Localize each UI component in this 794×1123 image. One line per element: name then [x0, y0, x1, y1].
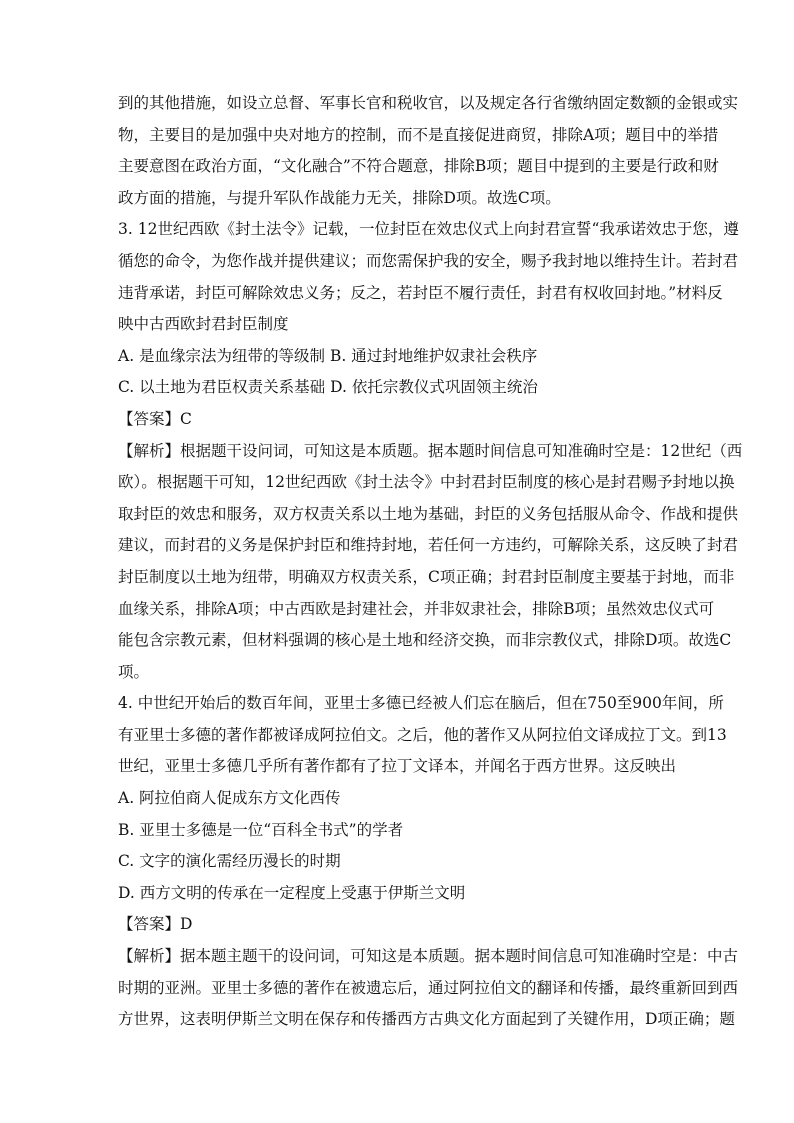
text-line: 政方面的措施，与提升军队作战能力无关，排除D项。故选C项。 — [118, 188, 561, 207]
text-line: 【答案】D — [118, 915, 193, 934]
document-page — [118, 88, 743, 1036]
text-line: 主要意图在政治方面，“文化融合”不符合题意，排除B项；题目中提到的主要是行政和财 — [118, 157, 719, 176]
text-line: 物，主要目的是加强中央对地方的控制，而不是直接促进商贸，排除A项；题目中的举措 — [118, 125, 719, 144]
text-line: A. 阿拉伯商人促成东方文化西传 — [118, 789, 341, 808]
text-line: 映中古西欧封君封臣制度 — [118, 315, 289, 334]
text-line: 封臣制度以土地为纽带，明确双方权责关系，C项正确；封君封臣制度主要基于封地，而非 — [118, 567, 735, 586]
text-line: D. 西方文明的传承在一定程度上受惠于伊斯兰文明 — [118, 883, 466, 902]
text-line: A. 是血缘宗法为纽带的等级制 B. 通过封地维护奴隶社会秩序 — [118, 346, 538, 365]
text-line: 【解析】根据题干设问词，可知这是本质题。据本题时间信息可知准确时空是：12世纪（西 — [118, 441, 743, 460]
text-line: 【解析】据本题主题干的设问词，可知这是本质题。据本题时间信息可知准确时空是：中古 — [118, 947, 739, 966]
text-line: 取封臣的效忠和服务，双方权责关系以土地为基础，封臣的义务包括服从命令、作战和提供 — [118, 504, 739, 523]
text-line: B. 亚里士多德是一位“百科全书式”的学者 — [118, 820, 404, 839]
text-line: 项。 — [118, 662, 150, 681]
text-line: 方世界，这表明伊斯兰文明在保存和传播西方古典文化方面起到了关键作用，D项正确；题 — [118, 1010, 735, 1029]
text-line: 到的其他措施，如设立总督、军事长官和税收官，以及规定各行省缴纳固定数额的金银或实 — [118, 94, 739, 112]
text-line: 违背承诺，封臣可解除效忠义务；反之，若封臣不履行责任，封君有权收回封地。”材料反 — [118, 283, 723, 302]
text-line: 能包含宗教元素，但材料强调的核心是土地和经济交换，而非宗教仪式，排除D项。故选C — [118, 631, 732, 650]
text-line: 4. 中世纪开始后的数百年间，亚里士多德已经被人们忘在脑后，但在750至900年间，所 — [118, 694, 724, 713]
text-line: 血缘关系，排除A项；中古西欧是封建社会，并非奴隶社会，排除B项；虽然效忠仪式可 — [118, 599, 715, 618]
text-line: 循您的命令，为您作战并提供建议；而您需保护我的安全，赐予我封地以维持生计。若封君 — [118, 251, 739, 270]
text-line: 世纪，亚里士多德几乎所有著作都有了拉丁文译本，并闻名于西方世界。这反映出 — [118, 757, 677, 776]
text-line: C. 以土地为君臣权责关系基础 D. 依托宗教仪式巩固领主统治 — [118, 378, 538, 397]
text-line: 3. 12世纪西欧《封土法令》记载，一位封臣在效忠仪式上向封君宣誓“我承诺效忠于您，遵 — [118, 220, 739, 239]
text-line: 【答案】C — [118, 409, 192, 428]
text-line: C. 文字的演化需经历漫长的时期 — [118, 852, 341, 871]
text-line: 建议，而封君的义务是保护封臣和维持封地，若任何一方违约，可解除关系，这反映了封君 — [118, 536, 739, 555]
text-line: 有亚里士多德的著作都被译成阿拉伯文。之后，他的著作又从阿拉伯文译成拉丁文。到13 — [118, 725, 727, 744]
text-line: 欧）。根据题干可知，12世纪西欧《封土法令》中封君封臣制度的核心是封君赐予封地以换 — [118, 473, 735, 492]
text-line: 时期的亚洲。亚里士多德的著作在被遗忘后，通过阿拉伯文的翻译和传播，最终重新回到西 — [118, 978, 739, 997]
